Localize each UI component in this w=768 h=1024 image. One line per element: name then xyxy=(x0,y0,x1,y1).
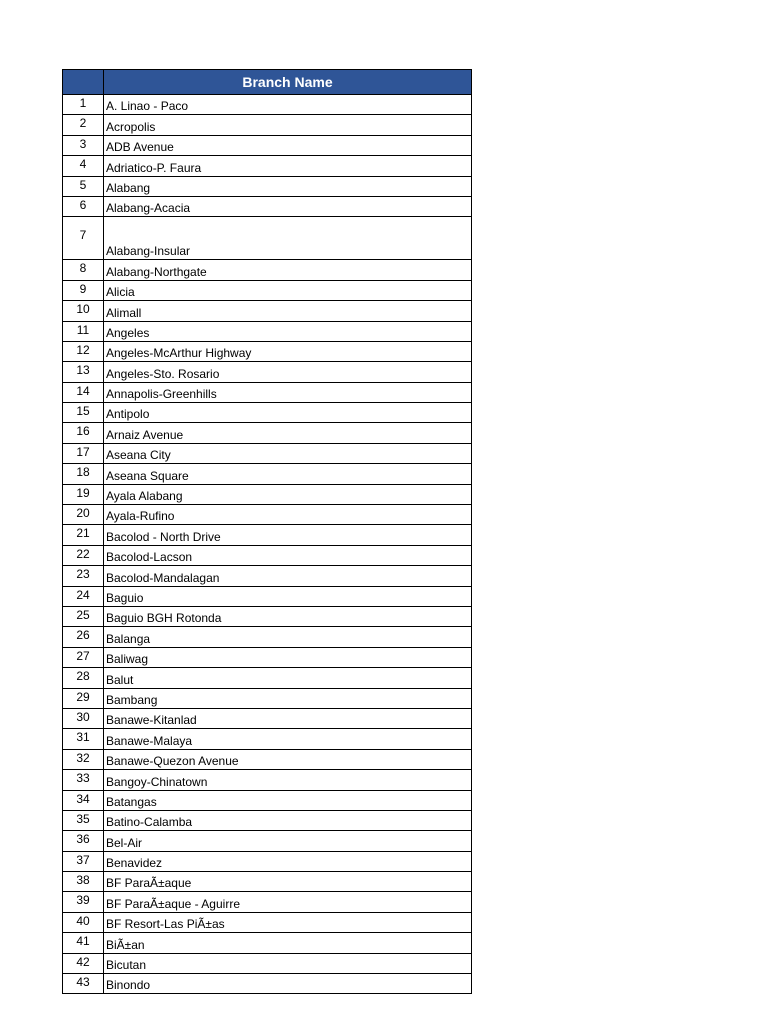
row-number-cell: 38 xyxy=(63,872,104,892)
branch-name-cell: Ayala Alabang xyxy=(104,484,472,504)
branch-name-cell: Aseana City xyxy=(104,443,472,463)
branch-name-cell: BF Resort-Las PiÃ±as xyxy=(104,912,472,932)
branch-name-cell: ADB Avenue xyxy=(104,135,472,155)
table-body xyxy=(63,95,472,994)
row-number-cell: 23 xyxy=(63,566,104,586)
row-number-cell: 14 xyxy=(63,382,104,402)
branch-name-cell: Bel-Air xyxy=(104,831,472,851)
table-row xyxy=(63,688,472,708)
branch-name-cell: Baliwag xyxy=(104,647,472,667)
row-number-cell: 9 xyxy=(63,280,104,300)
branch-name-cell: Balut xyxy=(104,668,472,688)
table-row xyxy=(63,403,472,423)
row-number-cell: 11 xyxy=(63,321,104,341)
branch-name-cell: Banawe-Malaya xyxy=(104,729,472,749)
header-row xyxy=(63,70,472,95)
branch-name-cell: BF ParaÃ±aque xyxy=(104,872,472,892)
table-row xyxy=(63,566,472,586)
row-number-cell: 36 xyxy=(63,831,104,851)
table-row xyxy=(63,974,472,994)
row-number-cell: 3 xyxy=(63,135,104,155)
branch-name-cell: Angeles xyxy=(104,321,472,341)
table-row xyxy=(63,790,472,810)
row-number-cell: 20 xyxy=(63,505,104,525)
branch-name-cell: Bacolod-Lacson xyxy=(104,545,472,565)
branch-name-cell: Binondo xyxy=(104,974,472,994)
row-number-cell: 10 xyxy=(63,301,104,321)
table-row xyxy=(63,301,472,321)
table-row xyxy=(63,464,472,484)
table-row xyxy=(63,321,472,341)
table-row xyxy=(63,953,472,973)
table-row xyxy=(63,708,472,728)
branch-name-cell: Alabang-Insular xyxy=(104,217,472,260)
table-row xyxy=(63,933,472,953)
branch-name-cell: Bicutan xyxy=(104,953,472,973)
branch-name-column-header: Branch Name xyxy=(104,70,472,95)
branch-name-cell: Aseana Square xyxy=(104,464,472,484)
branch-name-cell: Antipolo xyxy=(104,403,472,423)
branch-name-cell: Alabang xyxy=(104,176,472,196)
branch-name-cell: Alimall xyxy=(104,301,472,321)
row-number-cell: 31 xyxy=(63,729,104,749)
row-number-cell: 34 xyxy=(63,790,104,810)
branch-name-cell: Banawe-Kitanlad xyxy=(104,708,472,728)
table-row xyxy=(63,443,472,463)
number-column-header xyxy=(63,70,104,95)
row-number-cell: 2 xyxy=(63,115,104,135)
table-row xyxy=(63,729,472,749)
table-row xyxy=(63,156,472,176)
table-row xyxy=(63,668,472,688)
branch-name-cell: BiÃ±an xyxy=(104,933,472,953)
branch-name-cell: Batangas xyxy=(104,790,472,810)
table-row xyxy=(63,176,472,196)
table-row xyxy=(63,831,472,851)
row-number-cell: 1 xyxy=(63,95,104,115)
table-row xyxy=(63,627,472,647)
row-number-cell: 8 xyxy=(63,260,104,280)
branch-table xyxy=(62,69,472,994)
table-row xyxy=(63,586,472,606)
branch-name-cell: Bambang xyxy=(104,688,472,708)
branch-name-cell: Alabang-Northgate xyxy=(104,260,472,280)
row-number-cell: 17 xyxy=(63,443,104,463)
branch-name-cell: Baguio xyxy=(104,586,472,606)
row-number-cell: 30 xyxy=(63,708,104,728)
table-row xyxy=(63,382,472,402)
row-number-cell: 25 xyxy=(63,606,104,626)
row-number-cell: 7 xyxy=(63,217,104,260)
row-number-cell: 21 xyxy=(63,525,104,545)
row-number-cell: 16 xyxy=(63,423,104,443)
branch-name-cell: Angeles-Sto. Rosario xyxy=(104,362,472,382)
table-row xyxy=(63,217,472,260)
branch-name-cell: A. Linao - Paco xyxy=(104,95,472,115)
row-number-cell: 13 xyxy=(63,362,104,382)
row-number-cell: 24 xyxy=(63,586,104,606)
table-row xyxy=(63,810,472,830)
row-number-cell: 37 xyxy=(63,851,104,871)
branch-name-cell: Acropolis xyxy=(104,115,472,135)
table-row xyxy=(63,545,472,565)
branch-name-cell: Alicia xyxy=(104,280,472,300)
branch-name-cell: Balanga xyxy=(104,627,472,647)
table-row xyxy=(63,770,472,790)
table-row xyxy=(63,606,472,626)
row-number-cell: 32 xyxy=(63,749,104,769)
row-number-cell: 41 xyxy=(63,933,104,953)
table-row xyxy=(63,525,472,545)
table-row xyxy=(63,484,472,504)
table-row xyxy=(63,362,472,382)
table-row xyxy=(63,115,472,135)
table-row xyxy=(63,135,472,155)
branch-name-cell: Banawe-Quezon Avenue xyxy=(104,749,472,769)
table-row xyxy=(63,912,472,932)
table-row xyxy=(63,423,472,443)
table-row xyxy=(63,341,472,361)
row-number-cell: 43 xyxy=(63,974,104,994)
row-number-cell: 6 xyxy=(63,196,104,216)
branch-name-cell: Alabang-Acacia xyxy=(104,196,472,216)
branch-name-cell: Baguio BGH Rotonda xyxy=(104,606,472,626)
branch-name-cell: BF ParaÃ±aque - Aguirre xyxy=(104,892,472,912)
row-number-cell: 29 xyxy=(63,688,104,708)
row-number-cell: 27 xyxy=(63,647,104,667)
table-row xyxy=(63,892,472,912)
row-number-cell: 12 xyxy=(63,341,104,361)
row-number-cell: 35 xyxy=(63,810,104,830)
row-number-cell: 33 xyxy=(63,770,104,790)
row-number-cell: 19 xyxy=(63,484,104,504)
branch-name-cell: Bangoy-Chinatown xyxy=(104,770,472,790)
row-number-cell: 40 xyxy=(63,912,104,932)
branch-name-cell: Bacolod - North Drive xyxy=(104,525,472,545)
row-number-cell: 28 xyxy=(63,668,104,688)
table-row xyxy=(63,95,472,115)
table-row xyxy=(63,647,472,667)
row-number-cell: 22 xyxy=(63,545,104,565)
branch-name-cell: Bacolod-Mandalagan xyxy=(104,566,472,586)
branch-name-cell: Ayala-Rufino xyxy=(104,505,472,525)
branch-name-cell: Arnaiz Avenue xyxy=(104,423,472,443)
branch-name-cell: Annapolis-Greenhills xyxy=(104,382,472,402)
table-row xyxy=(63,505,472,525)
branch-name-cell: Benavidez xyxy=(104,851,472,871)
row-number-cell: 26 xyxy=(63,627,104,647)
row-number-cell: 42 xyxy=(63,953,104,973)
row-number-cell: 18 xyxy=(63,464,104,484)
row-number-cell: 4 xyxy=(63,156,104,176)
table-row xyxy=(63,280,472,300)
table-row xyxy=(63,749,472,769)
table-row xyxy=(63,196,472,216)
row-number-cell: 5 xyxy=(63,176,104,196)
branch-name-cell: Adriatico-P. Faura xyxy=(104,156,472,176)
row-number-cell: 15 xyxy=(63,403,104,423)
table-row xyxy=(63,851,472,871)
table-row xyxy=(63,872,472,892)
branch-name-cell: Batino-Calamba xyxy=(104,810,472,830)
branch-name-cell: Angeles-McArthur Highway xyxy=(104,341,472,361)
table-row xyxy=(63,260,472,280)
row-number-cell: 39 xyxy=(63,892,104,912)
